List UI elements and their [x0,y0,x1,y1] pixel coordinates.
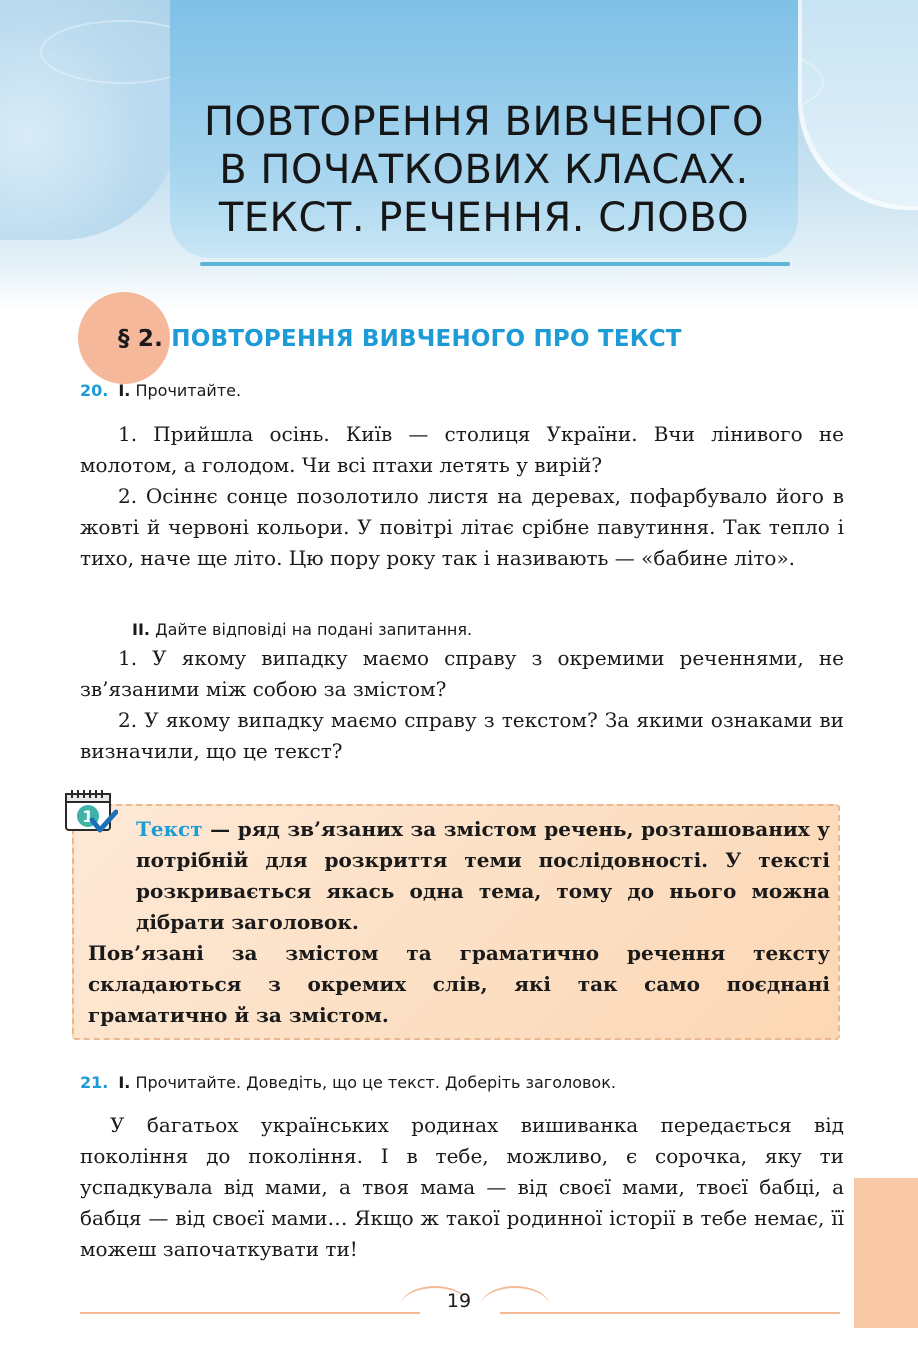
task-instruction: Прочитайте. [135,381,242,400]
task-part-label: I. [118,1073,131,1092]
task-instruction: Дайте відповіді на подані запитання. [155,620,473,639]
header-decoration-right [798,0,918,210]
footer-line-right [500,1312,840,1314]
chapter-title-line: В ПОЧАТКОВИХ КЛАСАХ. [219,147,749,193]
task-number: 20. [80,381,109,400]
footer-line-left [80,1312,420,1314]
task-instruction: Прочитайте. Доведіть, що це текст. Доберіть заголовок. [135,1073,616,1092]
question-paragraph: 1. У якому випадку маємо справу з окремими реченнями, не зв’язаними між собою за змістом? [80,646,844,701]
question-paragraph: 2. У якому випадку маємо справу з текстом? За якими ознаками ви визначили, що це текст? [80,708,844,763]
rule-definition-text: — ряд зв’язаних за змістом речень, розташованих у потрібній для розкриття теми послідовності. У тексті розкривається якась одна тема, тому до нього можна дібрати заголовок. [136,817,830,934]
chapter-header [0,0,918,310]
passage-paragraph: У багатьох українських родинах вишиванка передається від покоління до покоління. І в тебе, можливо, є сорочка, яку ти успадкувала від мами, а твоя мама — від своєї мами, твоєї бабці, а бабця — від своєї мами… Якщо ж такої родинної історії в тебе немає, її можеш започаткувати ти! [80,1113,844,1261]
chapter-title-line: ТЕКСТ. РЕЧЕННЯ. СЛОВО [218,195,750,241]
chapter-title-line: ПОВТОРЕННЯ ВИВЧЕНОГО [204,99,764,145]
svg-text:1: 1 [82,807,94,826]
task-part-label: I. [118,381,131,400]
passage-paragraph: 1. Прийшла осінь. Київ — столиця України. Вчи лінивого не молотом, а голодом. Чи всі птахи летять у вирій? [80,422,844,477]
rule-text [88,814,830,1031]
task-part-label: II. [132,620,150,639]
rule-extra: Пов’язані за змістом та граматично речення тексту складаються з окремих слів, які так само поєднані граматично й за змістом. [88,941,830,1027]
task-number: 21. [80,1073,109,1092]
title-underline [200,262,790,266]
section-number: § 2. [118,326,164,352]
task-21-header [80,1073,616,1092]
section-heading [118,326,682,352]
rule-term: Текст [136,817,203,841]
task-20-header [80,381,241,400]
page-number: 19 [446,1290,472,1312]
section-title: ПОВТОРЕННЯ ВИВЧЕНОГО ПРО ТЕКСТ [171,326,682,352]
passage-paragraph: 2. Осіннє сонце позолотило листя на деревах, пофарбувало його в жовті й червоні кольори. У повітрі літає срібне павутиння. Так тепло і тихо, наче ще літо. Цю пору року так і називають — «бабине літо». [80,484,844,570]
task-20-part2-header [132,620,472,639]
rule-definition [88,814,830,938]
chapter-title [170,98,798,242]
